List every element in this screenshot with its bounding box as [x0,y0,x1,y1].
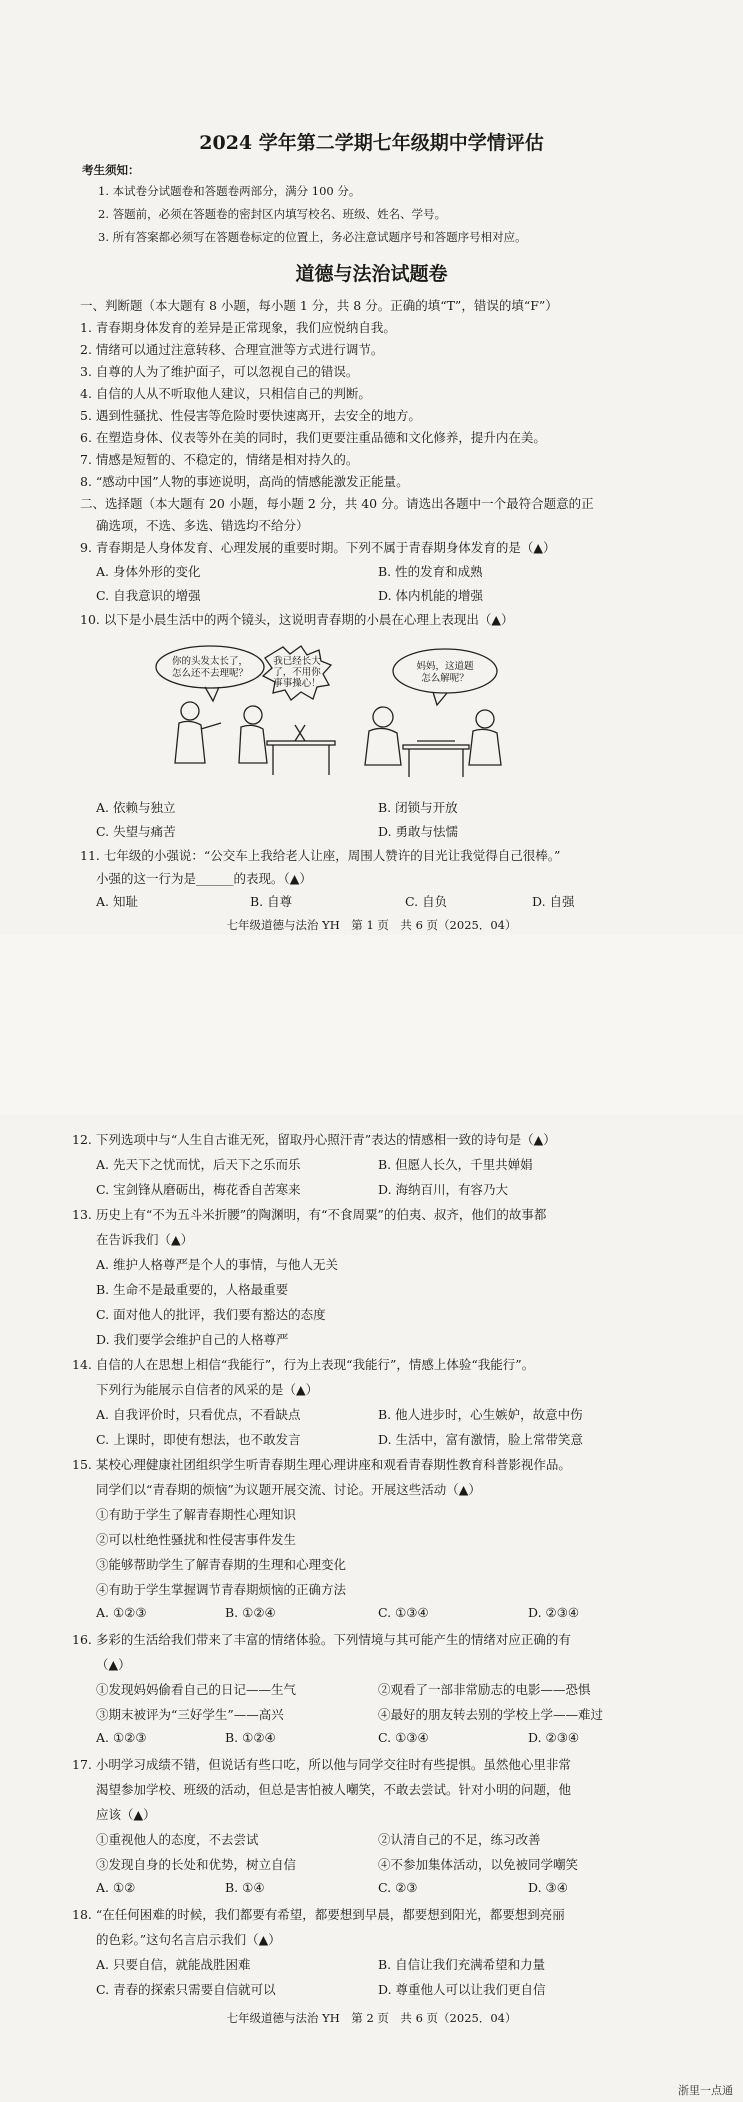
watermark: 浙里一点通 [678,2084,733,2097]
question-line: 的色彩。”这句名言启示我们（▲） [96,1932,281,1947]
table [403,745,469,749]
bubble-text: 我已经长大 [273,656,321,667]
question-line: 下列行为能展示自信者的风采的是（▲） [96,1382,319,1397]
option-d: D. ③④ [528,1880,568,1895]
question-line: 渴望参加学校、班级的活动，但总是害怕被人嘲笑，不敢去尝试。针对小明的问题，他 [96,1782,572,1797]
question-line: 应该（▲） [96,1807,156,1822]
question-line: 16. 多彩的生活给我们带来了丰富的情绪体验。下列情境与其可能产生的情绪对应正确的有 [72,1632,571,1647]
page-footer: 七年级道德与法治 YH 第 2 页 共 6 页（2025．04） [226,2011,517,2025]
bubble-text: 你的头发太长了， [171,656,249,667]
option-c: C. 失望与痛苦 [96,824,176,839]
page-gap [0,935,743,1115]
option-b: B. 自尊 [250,894,293,909]
statement-item: ③发现自身的长处和优势，树立自信 [96,1857,297,1872]
bubble-text: 事事操心！ [273,678,321,689]
statement-item: ④不参加集体活动，以免被同学嘲笑 [378,1857,579,1872]
question-line: 同学们以“青春期的烦恼”为议题开展交流、讨论。开展这些活动（▲） [96,1482,481,1497]
option-a: A. 先天下之忧而忧，后天下之乐而乐 [96,1157,301,1172]
option-b: B. 性的发育和成熟 [378,564,483,579]
option-a: A. ①② [96,1880,136,1895]
option-c: C. ①③④ [378,1730,429,1745]
statement-item: ④最好的朋友转去别的学校上学——难过 [378,1707,604,1722]
option-d: D. 勇敢与怯懦 [378,824,459,839]
statement-item: ①重视他人的态度，不去尝试 [96,1832,259,1847]
option-b: B. 生命不是最重要的，人格最重要 [96,1282,289,1297]
option-c: C. 自负 [405,894,448,909]
question-line: 2. 情绪可以通过注意转移、合理宣泄等方式进行调节。 [80,342,384,357]
statement-item: ②认清自己的不足，练习改善 [378,1832,541,1847]
option-b: B. 闭锁与开放 [378,800,458,815]
option-a: A. 只要自信，就能战胜困难 [96,1957,251,1972]
question-line: 11. 七年级的小强说：“公交车上我给老人让座，周围人赞许的目光让我觉得自己很棒。” [80,848,561,863]
speech-bubble-mother [156,646,264,688]
question-line: 15. 某校心理健康社团组织学生听青春期生理心理讲座和观看青春期性教育科普影视作品。 [72,1457,571,1472]
question-line: （▲） [96,1657,131,1672]
option-c: C. 面对他人的批评，我们要有豁达的态度 [96,1307,326,1322]
mother-figure [181,702,199,720]
option-c: C. ①③④ [378,1605,429,1620]
desk [267,741,335,745]
question-line: 13. 历史上有“不为五斗米折腰”的陶渊明，有“不食周粟”的伯夷、叔齐，他们的故事都 [72,1207,547,1222]
option-a: A. 依赖与独立 [96,800,176,815]
section-heading: 二、选择题（本大题有 20 小题，每小题 2 分，共 40 分。请选出各题中一个最符合题意的正 [80,496,594,511]
paper-subtitle: 道德与法治试题卷 [295,263,448,285]
option-a: A. ①②③ [96,1730,147,1745]
bubble-text: 了，不用你 [273,667,321,678]
option-c: C. 自我意识的增强 [96,588,201,603]
notice-item: 3. 所有答案都必须写在答题卷标定的位置上，务必注意试题序号和答题序号相对应。 [98,230,527,244]
question-line: 18. “在任何困难的时候，我们都要有希望，都要想到早晨，都要想到阳光，都要想到亮丽 [72,1907,565,1922]
statement-item: ③能够帮助学生了解青春期的生理和心理变化 [96,1557,347,1572]
question-line: 在告诉我们（▲） [96,1232,194,1247]
notice-label: 考生须知： [82,163,140,177]
statement-item: ①发现妈妈偷看自己的日记——生气 [96,1682,297,1697]
option-a: A. 知耻 [96,894,138,909]
question-line: 17. 小明学习成绩不错，但说话有些口吃，所以他与同学交往时有些提惧。虽然他心里非常 [72,1757,571,1772]
page-footer: 七年级道德与法治 YH 第 1 页 共 6 页（2025．04） [226,918,517,932]
question-line: 9. 青春期是人身体发育、心理发展的重要时期。下列不属于青春期身体发育的是（▲） [80,540,556,555]
question-line: 12. 下列选项中与“人生自古谁无死，留取丹心照汗青”表达的情感相一致的诗句是（▲） [72,1132,556,1147]
option-a: A. 维护人格尊严是个人的事情，与他人无关 [96,1257,338,1272]
option-d: D. 自强 [532,894,575,909]
boy-figure [244,706,262,724]
option-b: B. 但愿人长久，千里共婵娟 [378,1157,533,1172]
option-b: B. 他人进步时，心生嫉妒，故意中伤 [378,1407,583,1422]
option-c: C. ②③ [378,1880,418,1895]
option-a: A. 身体外形的变化 [96,564,201,579]
question-line: 8. “感动中国”人物的事迹说明，高尚的情感能激发正能量。 [80,474,409,489]
statement-item: ①有助于学生了解青春期性心理知识 [96,1507,297,1522]
option-c: C. 青春的探索只需要自信就可以 [96,1982,276,1997]
question-line: 小强的这一行为是______的表现。（▲） [96,871,312,886]
page-title: 2024 学年第二学期七年级期中学情评估 [199,132,544,154]
bubble-text: 怎么解呢？ [421,673,469,684]
option-d: D. ②③④ [528,1605,580,1620]
cartoon-illustration [155,645,575,780]
statement-item: ②观看了一部非常励志的电影——恐惧 [378,1682,591,1697]
section-heading: 确选项，不选、多选、错选均不给分） [96,518,309,533]
option-a: A. 自我评价时，只看优点，不看缺点 [96,1407,301,1422]
option-d: D. 生活中，富有激情，脸上常带笑意 [378,1432,584,1447]
option-b: B. 自信让我们充满希望和力量 [378,1957,546,1972]
statement-item: ④有助于学生掌握调节青春期烦恼的正确方法 [96,1582,347,1597]
bubble-text: 妈妈，这道题 [416,661,474,672]
mother-figure [373,707,393,727]
notice-item: 2. 答题前，必须在答题卷的密封区内填写校名、班级、姓名、学号。 [98,207,447,221]
option-b: B. ①②④ [225,1730,276,1745]
question-line: 1. 青春期身体发育的差异是正常现象，我们应悦纳自我。 [80,320,396,335]
question-line: 14. 自信的人在思想上相信“我能行”，行为上表现“我能行”，情感上体验“我能行”。 [72,1357,535,1372]
question-line: 6. 在塑造身体、仪表等外在美的同时，我们更要注重品德和文化修养，提升内在美。 [80,430,546,445]
question-line: 4. 自信的人从不听取他人建议，只相信自己的判断。 [80,386,371,401]
option-c: C. 宝剑锋从磨砺出，梅花香自苦寒来 [96,1182,301,1197]
question-line: 3. 自尊的人为了维护面子，可以忽视自己的错误。 [80,364,359,379]
child-figure [476,710,494,728]
question-line: 5. 遇到性骚扰、性侵害等危险时要快速离开，去安全的地方。 [80,408,421,423]
question-line: 7. 情感是短暂的、不稳定的，情绪是相对持久的。 [80,452,359,467]
statement-item: ②可以杜绝性骚扰和性侵害事件发生 [96,1532,297,1547]
section-heading: 一、判断题（本大题有 8 小题，每小题 1 分，共 8 分。正确的填“T”，错误的填“F”） [80,298,558,313]
option-b: B. ①④ [225,1880,265,1895]
option-d: D. ②③④ [528,1730,580,1745]
question-line: 10. 以下是小晨生活中的两个镜头，这说明青春期的小晨在心理上表现出（▲） [80,612,514,627]
option-c: C. 上课时，即使有想法，也不敢发言 [96,1432,301,1447]
notice-item: 1. 本试卷分试题卷和答题卷两部分，满分 100 分。 [98,184,361,198]
option-b: B. ①②④ [225,1605,276,1620]
option-a: A. ①②③ [96,1605,147,1620]
option-d: D. 我们要学会维护自己的人格尊严 [96,1332,289,1347]
option-d: D. 体内机能的增强 [378,588,484,603]
statement-item: ③期末被评为“三好学生”——高兴 [96,1707,284,1722]
option-d: D. 尊重他人可以让我们更自信 [378,1982,546,1997]
option-d: D. 海纳百川，有容乃大 [378,1182,509,1197]
bubble-text: 怎么还不去理呢？ [171,668,249,679]
